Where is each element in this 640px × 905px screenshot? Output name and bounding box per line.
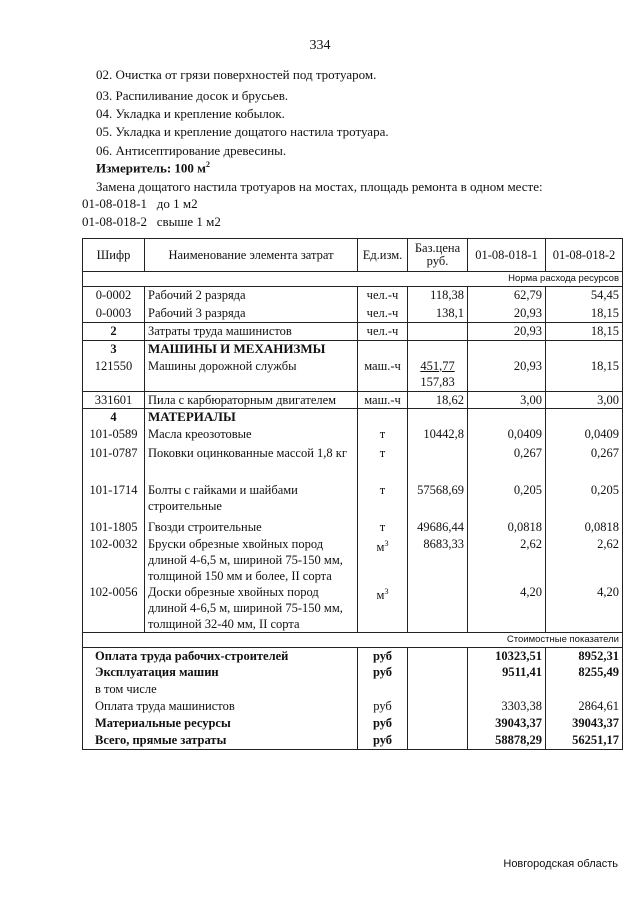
total-price [408,698,468,715]
total-row [83,715,623,732]
total-v1: 9511,41 [468,664,546,681]
cell-name: Гвозди строительные [145,519,358,536]
cell-v1: 62,79 [468,287,546,305]
cell-v2: 0,205 [546,482,623,519]
cell-v2: 0,267 [546,445,623,482]
cell-name: Пила с карбюраторным двигателем [145,392,358,409]
cell-price: 10442,8 [408,426,468,445]
total-price [408,732,468,749]
band-row [83,272,623,287]
total-name: Всего, прямые затраты [83,732,358,749]
cell-unit [358,536,408,584]
col-variant2: 01-08-018-2 [546,239,623,272]
section-row [83,409,623,426]
col-price [408,239,468,272]
cell-v1 [468,409,546,426]
table-row [83,519,623,536]
col-name: Наименование элемента затрат [145,239,358,272]
cell-v2: 54,45 [546,287,623,305]
table-row [83,482,623,519]
col-code: Шифр [83,239,145,272]
cell-v2: 18,15 [546,358,623,392]
cell-v2: 0,0409 [546,426,623,445]
total-row [83,647,623,664]
cell-code: 102-0056 [83,584,145,633]
cell-v1 [468,341,546,358]
section-title: МАШИНЫ И МЕХАНИЗМЫ [145,341,358,358]
variant-row [82,196,198,212]
cell-name [145,536,358,584]
table-row [83,287,623,305]
band-norm: Норма расхода ресурсов [83,272,623,287]
price-header-2: руб. [426,254,449,268]
operation-item: 04. Укладка и крепление кобылок. [96,106,285,121]
price-header-1: Баз.цена [414,241,461,255]
total-unit: руб [358,698,408,715]
total-v1: 3303,38 [468,698,546,715]
cell-price: 8683,33 [408,536,468,584]
band-cost: Стоимостные показатели [83,632,623,647]
total-row [83,698,623,715]
unit-text: м [376,539,385,554]
variant-code: 01-08-018-1 [82,196,147,211]
cell-name [145,584,358,633]
page-number: 334 [309,38,331,53]
unit-text: м [376,587,385,602]
cell-name: Машины дорожной службы [145,358,358,392]
cell-unit [358,341,408,358]
cell-code: 101-0589 [83,426,145,445]
cell-unit: т [358,482,408,519]
description: Замена дощатого настила тротуаров на мостах, площадь ремонта в одном месте: [96,179,543,194]
cell-code: 101-0787 [83,445,145,482]
name-line: толщиной 150 мм и более, II сорта [148,568,332,583]
col-unit: Ед.изм. [358,239,408,272]
variant-text: свыше 1 м2 [156,214,221,229]
cell-v2 [546,341,623,358]
total-row [83,664,623,681]
total-name: Материальные ресурсы [83,715,358,732]
cell-unit [358,584,408,633]
total-unit: руб [358,732,408,749]
cell-unit: т [358,445,408,482]
table-row [83,426,623,445]
cell-price [408,445,468,482]
section-title: МАТЕРИАЛЫ [145,409,358,426]
total-unit: руб [358,664,408,681]
cell-code: 2 [83,323,145,341]
cell-v2 [546,409,623,426]
band-row [83,632,623,647]
cell-code: 101-1805 [83,519,145,536]
table-row [83,305,623,323]
table-row [83,358,623,392]
cell-price [408,358,468,392]
total-unit: руб [358,715,408,732]
cell-code: 0-0003 [83,305,145,323]
cell-unit [358,409,408,426]
total-row [83,681,623,698]
variant-row [82,214,221,230]
cell-unit: чел.-ч [358,287,408,305]
cell-price: 138,1 [408,305,468,323]
cell-code: 331601 [83,392,145,409]
total-v1: 10323,51 [468,647,546,664]
cell-v2: 0,0818 [546,519,623,536]
name-line: длиной 4-6,5 м, шириной 75-150 мм, [148,552,343,567]
cell-code: 101-1714 [83,482,145,519]
region-footer: Новгородская область [503,858,618,870]
variant-code: 01-08-018-2 [82,214,147,229]
cell-v1: 20,93 [468,358,546,392]
cell-name [145,482,358,519]
total-v2: 8255,49 [546,664,623,681]
cell-unit: маш.-ч [358,358,408,392]
total-price [408,664,468,681]
cell-price [408,409,468,426]
cell-price: 18,62 [408,392,468,409]
cell-price: 118,38 [408,287,468,305]
name-line: Бруски обрезные хвойных пород [148,536,324,551]
total-row [83,732,623,749]
operation-item: 05. Укладка и крепление дощатого настила тротуара. [96,124,389,139]
table-row [83,536,623,584]
cell-v1: 0,0818 [468,519,546,536]
operation-item: 06. Антисептирование древесины. [96,143,287,158]
total-unit: руб [358,647,408,664]
cell-v2: 18,15 [546,305,623,323]
cell-v2: 4,20 [546,584,623,633]
col-variant1: 01-08-018-1 [468,239,546,272]
total-price [408,681,468,698]
operation-item: 02. Очистка от грязи поверхностей под тротуаром. [96,67,377,82]
total-v1: 58878,29 [468,732,546,749]
total-v2: 56251,17 [546,732,623,749]
total-unit [358,681,408,698]
cell-v2: 18,15 [546,323,623,341]
total-name: в том числе [83,681,358,698]
variant-text: до 1 м2 [156,196,198,211]
name-line: Болты с гайками и шайбами [148,482,298,497]
cell-name: Поковки оцинкованные массой 1,8 кг [145,445,358,482]
total-name: Оплата труда рабочих-строителей [83,647,358,664]
price-bottom: 157,83 [420,374,455,389]
name-line: строительные [148,498,222,513]
cell-name: Затраты труда машинистов [145,323,358,341]
cell-code: 102-0032 [83,536,145,584]
cell-v1: 0,267 [468,445,546,482]
total-price [408,647,468,664]
total-v2 [546,681,623,698]
cell-price [408,341,468,358]
name-line: Доски обрезные хвойных пород [148,584,319,599]
cell-unit: чел.-ч [358,305,408,323]
operation-item: 03. Распиливание досок и брусьев. [96,88,289,103]
meter-sup: 2 [206,160,211,169]
total-name: Оплата труда машинистов [83,698,358,715]
total-name: Эксплуатация машин [83,664,358,681]
cell-v1: 20,93 [468,323,546,341]
table-row [83,584,623,633]
total-v2: 8952,31 [546,647,623,664]
cell-v2: 3,00 [546,392,623,409]
meter-heading [96,160,210,176]
price-top: 451,77 [420,358,455,373]
name-line: длиной 4-6,5 м, шириной 75-150 мм, [148,600,343,615]
cell-name: Масла креозотовые [145,426,358,445]
norms-table [82,238,623,750]
section-row [83,341,623,358]
cell-unit: чел.-ч [358,323,408,341]
cell-code: 0-0002 [83,287,145,305]
cell-unit: т [358,426,408,445]
total-v2: 2864,61 [546,698,623,715]
cell-v1: 20,93 [468,305,546,323]
table-row [83,323,623,341]
cell-price: 57568,69 [408,482,468,519]
table-row [83,392,623,409]
total-price [408,715,468,732]
unit-sup: 3 [384,538,389,548]
total-v2: 39043,37 [546,715,623,732]
table-header [83,239,623,272]
cell-name: Рабочий 2 разряда [145,287,358,305]
cell-code: 4 [83,409,145,426]
cell-code: 121550 [83,358,145,392]
name-line: толщиной 32-40 мм, II сорта [148,616,300,631]
cell-price: 49686,44 [408,519,468,536]
cell-v2: 2,62 [546,536,623,584]
cell-unit: маш.-ч [358,392,408,409]
unit-sup: 3 [384,586,389,596]
cell-v1: 4,20 [468,584,546,633]
total-v1: 39043,37 [468,715,546,732]
cell-v1: 2,62 [468,536,546,584]
cell-price [408,584,468,633]
cell-price [408,323,468,341]
total-v1 [468,681,546,698]
cell-unit: т [358,519,408,536]
meter-label: Измеритель: 100 м [96,160,207,176]
table-row [83,445,623,482]
cell-name: Рабочий 3 разряда [145,305,358,323]
cell-v1: 0,205 [468,482,546,519]
cell-v1: 0,0409 [468,426,546,445]
cell-code: 3 [83,341,145,358]
cell-v1: 3,00 [468,392,546,409]
